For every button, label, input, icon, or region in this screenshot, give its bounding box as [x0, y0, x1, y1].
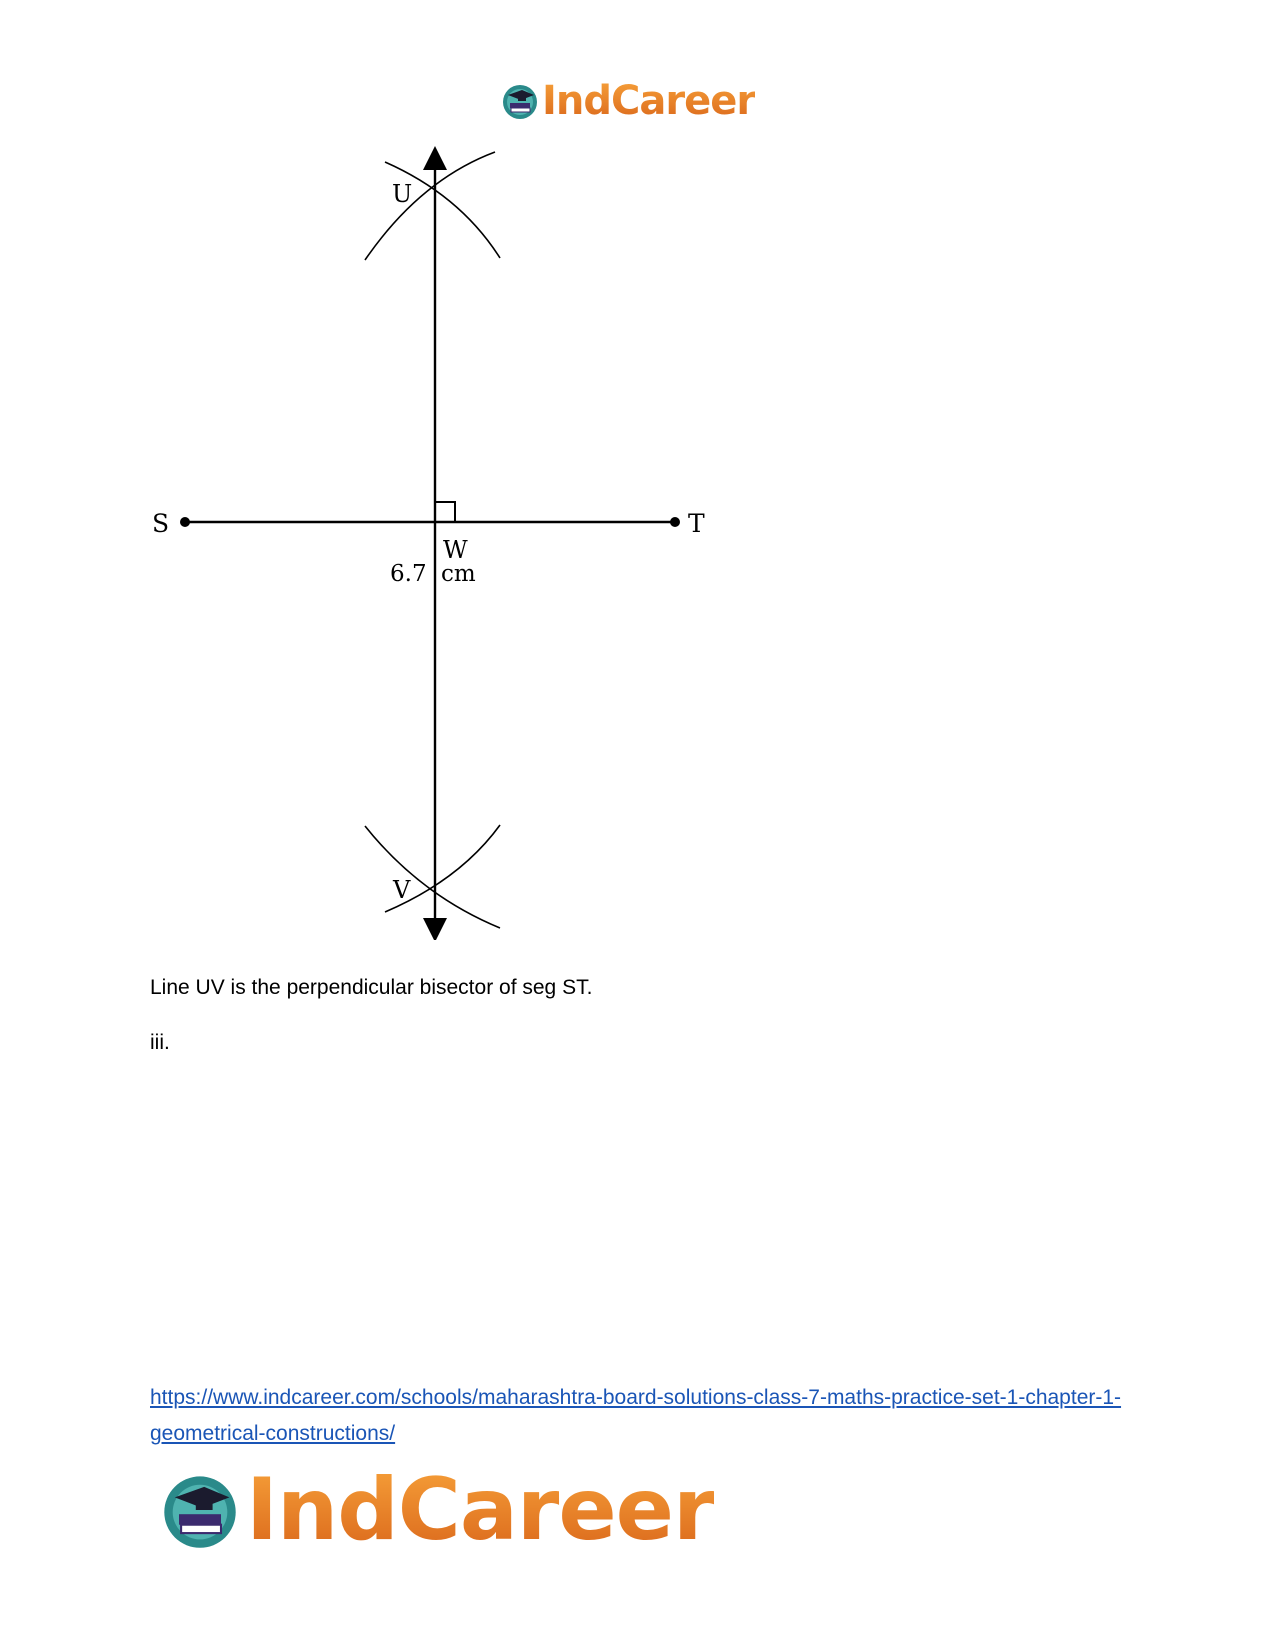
label-v: V	[393, 876, 411, 904]
logo-text: IndCareer	[542, 78, 756, 124]
label-u: U	[392, 180, 413, 208]
label-t: T	[688, 509, 705, 538]
footer-logo	[158, 1460, 714, 1560]
list-item-marker: iii.	[150, 1031, 170, 1054]
label-w: W	[443, 536, 468, 564]
logo-text: IndCareer	[246, 1460, 715, 1560]
label-unit: cm	[441, 561, 476, 587]
point-t	[670, 517, 680, 527]
arc-v-left	[365, 826, 500, 928]
source-link[interactable]: https://www.indcareer.com/schools/maharashtra-board-solutions-class-7-maths-practice-set-1-chapter-1-geometrical-constructions/	[150, 1386, 1122, 1445]
diagram-caption: Line UV is the perpendicular bisector of seg ST.	[150, 976, 593, 999]
graduation-cap-books-icon	[500, 81, 540, 121]
header-logo	[500, 78, 755, 124]
label-s: S	[152, 509, 170, 538]
point-s	[180, 517, 190, 527]
label-length: 6.7	[390, 561, 427, 587]
right-angle-mark	[435, 502, 455, 522]
arc-u-left	[365, 152, 495, 260]
arc-u-right	[385, 162, 500, 258]
graduation-cap-books-icon	[158, 1468, 242, 1552]
perpendicular-bisector-diagram	[140, 140, 720, 940]
